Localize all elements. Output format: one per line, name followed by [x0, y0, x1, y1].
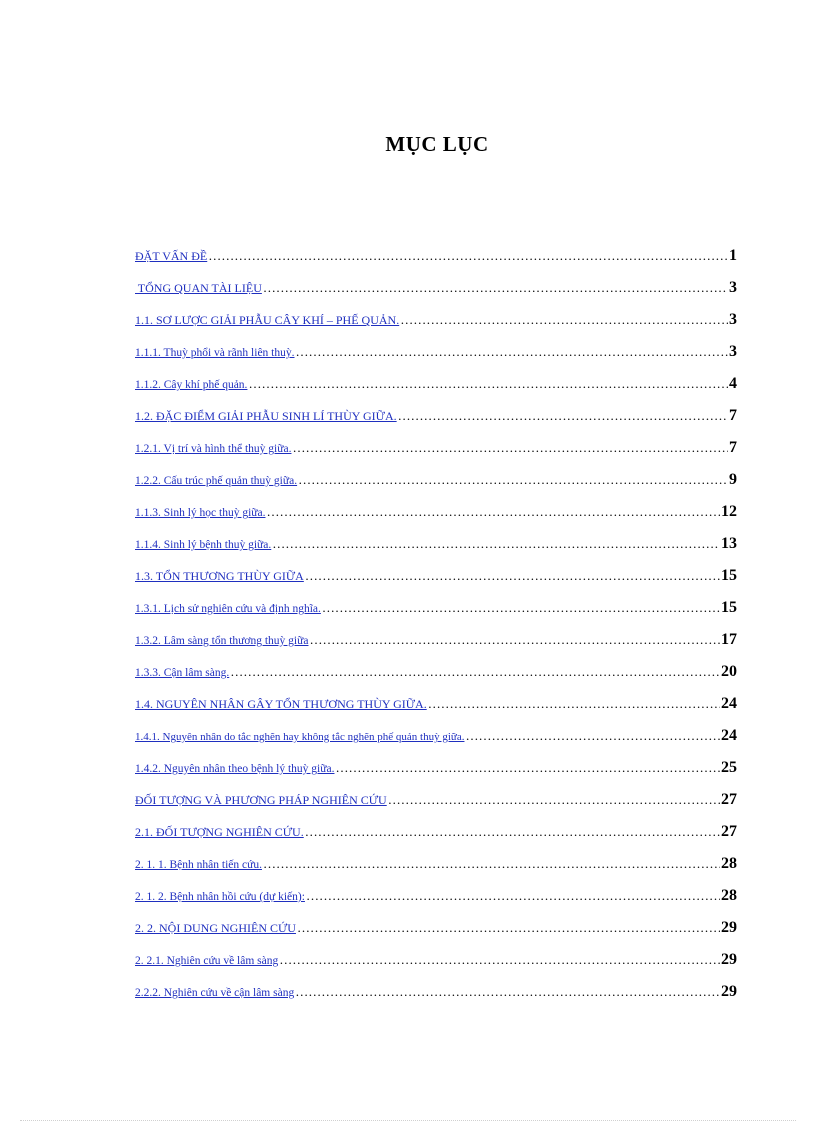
dot-leader: [322, 592, 720, 624]
toc-entry: [135, 464, 737, 496]
toc-page-number: 25: [721, 759, 737, 776]
dot-leader: [272, 528, 720, 560]
dot-leader: [305, 560, 720, 592]
toc-entry-link[interactable]: 1.2.2. Cấu trúc phế quản thuỳ giữa.: [135, 475, 298, 487]
toc-entry: [135, 784, 737, 816]
toc-entry-link[interactable]: 1.1.4. Sinh lý bệnh thuỳ giữa.: [135, 539, 272, 551]
toc-entry: [135, 912, 737, 944]
toc-page-number: 15: [721, 567, 737, 584]
toc-entry: [135, 688, 737, 720]
toc-entry-link[interactable]: 2.1. ĐỐI TƯỢNG NGHIÊN CỨU.: [135, 825, 304, 839]
toc-entry: [135, 240, 737, 272]
toc-entry-link[interactable]: 2. 2. NỘI DUNG NGHIÊN CỨU: [135, 921, 296, 935]
dot-leader: [297, 912, 720, 944]
toc-entry-link[interactable]: 1.2. ĐẶC ĐIỂM GIẢI PHẪU SINH LÍ THÙY GIỮA.: [135, 409, 397, 423]
dot-leader: [428, 688, 720, 720]
page-bottom-divider: [20, 1120, 796, 1121]
toc-entry-link[interactable]: 1.3.2. Lâm sàng tổn thương thuỳ giữa: [135, 635, 309, 647]
toc-page-number: 3: [729, 343, 737, 360]
toc-entry: [135, 368, 737, 400]
dot-leader: [388, 784, 720, 816]
toc-page-number: 7: [729, 439, 737, 456]
toc-page-number: 29: [721, 951, 737, 968]
toc-entry-link[interactable]: 2. 1. 1. Bệnh nhân tiến cứu.: [135, 859, 262, 871]
toc-page-number: 28: [721, 887, 737, 904]
toc-entry: [135, 336, 737, 368]
dot-leader: [295, 976, 720, 1008]
toc-page-number: 29: [721, 919, 737, 936]
toc-entry: [135, 400, 737, 432]
toc-page-number: 1: [729, 247, 737, 264]
toc-page-number: 4: [729, 375, 737, 392]
toc-entry-link[interactable]: 1.3. TỔN THƯƠNG THÙY GIỮA: [135, 569, 304, 583]
toc-entry-link[interactable]: 1.1.1. Thuỳ phổi và rãnh liên thuỳ.: [135, 347, 295, 359]
dot-leader: [465, 720, 720, 752]
toc-page-number: 7: [729, 407, 737, 424]
dot-leader: [296, 336, 729, 368]
toc-entry-link[interactable]: TỔNG QUAN TÀI LIỆU: [135, 281, 262, 295]
toc-page-number: 17: [721, 631, 737, 648]
toc-entry: [135, 272, 737, 304]
dot-leader: [267, 496, 721, 528]
dot-leader: [208, 240, 728, 272]
dot-leader: [248, 368, 728, 400]
dot-leader: [263, 848, 720, 880]
toc-entry: [135, 656, 737, 688]
toc-entry-link[interactable]: 1.4.1. Nguyên nhân do tắc nghẽn hay không tắc nghẽn phế quản thuỳ giữa.: [135, 731, 465, 743]
toc-page-number: 13: [721, 535, 737, 552]
toc-entry: [135, 944, 737, 976]
dot-leader: [306, 880, 720, 912]
toc-entry: [135, 880, 737, 912]
dot-leader: [305, 816, 720, 848]
dot-leader: [335, 752, 720, 784]
table-of-contents: [135, 240, 737, 1008]
dot-leader: [298, 464, 728, 496]
toc-entry: [135, 720, 737, 752]
toc-entry: [135, 752, 737, 784]
dot-leader: [279, 944, 720, 976]
toc-entry-link[interactable]: 2.2.2. Nghiên cứu về cận lâm sàng: [135, 987, 295, 999]
toc-entry-link[interactable]: 1.2.1. Vị trí và hình thể thuỳ giữa.: [135, 443, 292, 455]
toc-page-number: 24: [721, 695, 737, 712]
toc-entry: [135, 496, 737, 528]
toc-entry-link[interactable]: 1.4.2. Nguyên nhân theo bệnh lý thuỳ giữa.: [135, 763, 335, 775]
toc-entry: [135, 560, 737, 592]
toc-entry-link[interactable]: 1.1. SƠ LƯỢC GIẢI PHẪU CÂY KHÍ – PHẾ QUẢN.: [135, 313, 400, 327]
toc-entry-link[interactable]: 1.4. NGUYÊN NHÂN GÂY TỔN THƯƠNG THÙY GIỮA.: [135, 697, 427, 711]
dot-leader: [230, 656, 720, 688]
dot-leader: [292, 432, 728, 464]
toc-entry: [135, 624, 737, 656]
toc-page-number: 27: [721, 791, 737, 808]
toc-page-number: 28: [721, 855, 737, 872]
toc-entry: [135, 976, 737, 1008]
toc-entry-link[interactable]: 2. 1. 2. Bệnh nhân hồi cứu (dự kiến):: [135, 891, 305, 903]
toc-page-number: 3: [729, 279, 737, 296]
toc-page-number: 15: [721, 599, 737, 616]
toc-page-number: 9: [729, 471, 737, 488]
toc-page-number: 29: [721, 983, 737, 1000]
toc-page-number: 20: [721, 663, 737, 680]
toc-page-number: 24: [721, 727, 737, 744]
dot-leader: [398, 400, 728, 432]
toc-entry-link[interactable]: ĐẶT VẤN ĐỀ: [135, 249, 208, 263]
toc-page-number: 12: [721, 503, 737, 520]
dot-leader: [263, 272, 728, 304]
toc-page-number: 3: [729, 311, 737, 328]
dot-leader: [400, 304, 728, 336]
toc-page-number: 27: [721, 823, 737, 840]
toc-entry-link[interactable]: 1.1.2. Cây khí phế quản.: [135, 379, 248, 391]
toc-entry: [135, 816, 737, 848]
toc-entry: [135, 304, 737, 336]
toc-entry: [135, 528, 737, 560]
toc-entry-link[interactable]: 1.3.3. Cận lâm sàng.: [135, 667, 230, 679]
toc-entry: [135, 432, 737, 464]
toc-entry-link[interactable]: 2. 2.1. Nghiên cứu về lâm sàng: [135, 955, 279, 967]
toc-entry: [135, 848, 737, 880]
toc-entry-link[interactable]: ĐỐI TƯỢNG VÀ PHƯƠNG PHÁP NGHIÊN CỨU: [135, 793, 387, 807]
toc-entry-link[interactable]: 1.3.1. Lịch sử nghiên cứu và định nghĩa.: [135, 603, 321, 615]
dot-leader: [309, 624, 720, 656]
page-title: MỤC LỤC: [385, 132, 489, 156]
toc-entry-link[interactable]: 1.1.3. Sinh lý học thuỳ giữa.: [135, 507, 266, 519]
toc-entry: [135, 592, 737, 624]
